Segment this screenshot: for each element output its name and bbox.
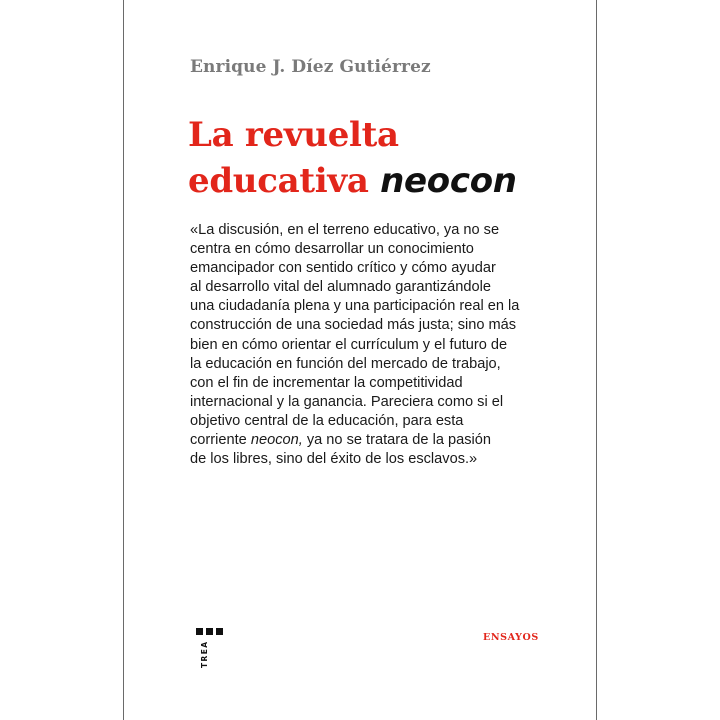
- quote-line-part: ya no se tratara de la pasión: [302, 432, 491, 449]
- quote-line: bien en cómo orientar el currículum y el futuro de: [190, 336, 508, 353]
- title-line-2: educativa: [188, 161, 369, 201]
- title-italic-word: neocon: [380, 161, 517, 201]
- quote-line: la educación en función del mercado de trabajo,: [190, 355, 501, 372]
- quote-line: al desarrollo vital del alumnado garantizándole: [190, 279, 491, 296]
- quote-line: una ciudadanía plena y una participación real en la: [190, 298, 520, 315]
- logo-text-rotated: [200, 608, 224, 668]
- publisher-name: TREA: [200, 640, 209, 668]
- quote-line: con el fin de incrementar la competitividad: [190, 374, 463, 391]
- quote-line: emancipador con sentido crítico y cómo ayudar: [190, 260, 496, 277]
- quote-line: de los libres, sino del éxito de los esclavos.»: [190, 451, 478, 468]
- quote-line: construcción de una sociedad más justa; sino más: [190, 317, 517, 334]
- quote-line-part: corriente: [190, 432, 251, 449]
- quote-line: internacional y la ganancia. Pareciera como si el: [190, 393, 504, 410]
- quote-line: [190, 431, 540, 450]
- author-name: Enrique J. Díez Gutiérrez: [190, 57, 431, 77]
- book-cover: [123, 0, 597, 720]
- back-quote: [190, 221, 540, 469]
- book-title: [188, 112, 517, 204]
- quote-line: centra en cómo desarrollar un conocimiento: [190, 241, 474, 258]
- quote-italic-word: neocon,: [250, 432, 303, 449]
- title-line-1: La revuelta: [188, 115, 399, 155]
- quote-line: «La discusión, en el terreno educativo, ya no se: [190, 222, 500, 238]
- series-label: ENSAYOS: [483, 632, 539, 643]
- publisher-logo: [196, 628, 228, 668]
- quote-line: objetivo central de la educación, para esta: [190, 412, 464, 429]
